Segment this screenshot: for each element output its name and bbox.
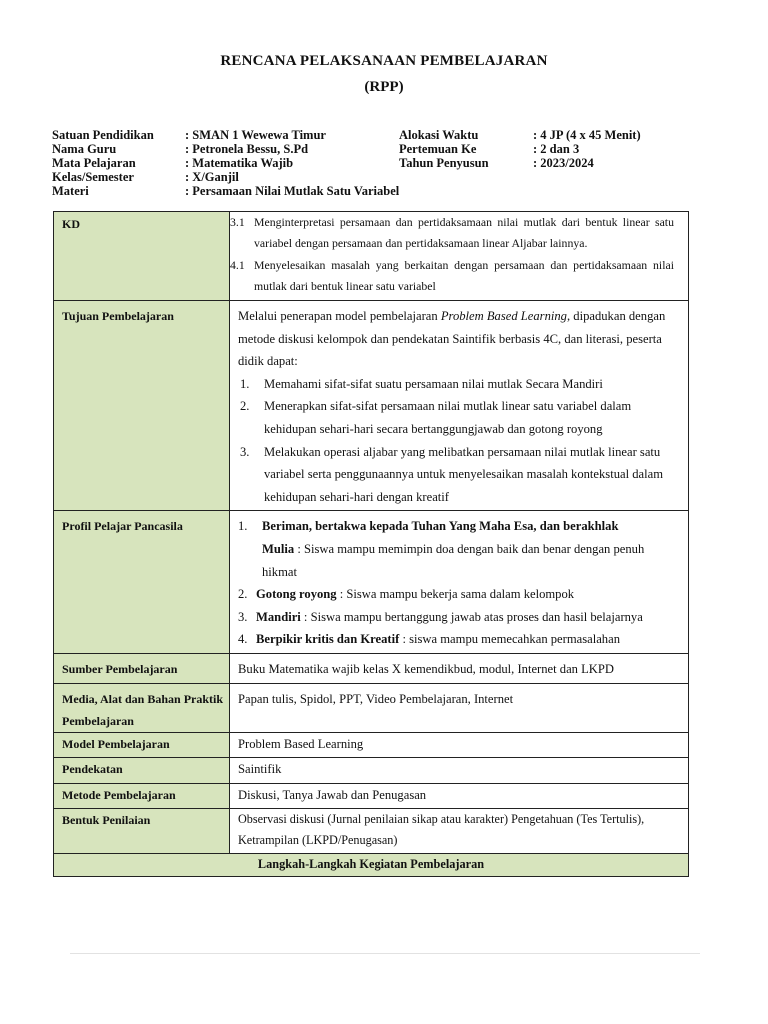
row-model bbox=[54, 732, 689, 758]
row-media bbox=[54, 683, 689, 732]
kd-item bbox=[230, 212, 674, 253]
kd-item-num: 4.1 bbox=[230, 258, 245, 272]
label-kd: KD bbox=[54, 212, 230, 301]
meta-label-mapel: Mata Pelajaran bbox=[52, 156, 136, 170]
tujuan-item bbox=[240, 395, 674, 440]
row-kd bbox=[54, 212, 689, 301]
document-subtitle: (RPP) bbox=[364, 79, 404, 95]
tujuan-item bbox=[240, 373, 674, 396]
meta-label-kelas: Kelas/Semester bbox=[52, 170, 134, 184]
document-title: RENCANA PELAKSANAAN PEMBELAJARAN bbox=[220, 53, 548, 69]
meta-label-satuan: Satuan Pendidikan bbox=[52, 128, 154, 142]
row-penilaian bbox=[54, 809, 689, 854]
tujuan-item bbox=[240, 441, 674, 509]
row-pendekatan bbox=[54, 758, 689, 784]
meta-value-alokasi: : 4 JP (4 x 45 Menit) bbox=[533, 128, 641, 142]
meta-value-materi: : Persamaan Nilai Mutlak Satu Variabel bbox=[185, 184, 400, 198]
kd-item-num: 3.1 bbox=[230, 215, 245, 229]
tujuan-intro-b: , dipadukan dengan metode diskusi kelompok dan pendekatan Saintifik berbasis 4C, dan literasi, peserta didik dapat: bbox=[238, 309, 666, 369]
value-model: Problem Based Learning bbox=[230, 732, 689, 758]
row-sumber bbox=[54, 653, 689, 683]
value-tujuan bbox=[230, 301, 689, 511]
tujuan-item-num: 2. bbox=[240, 399, 250, 414]
profil-item bbox=[238, 515, 646, 583]
label-metode: Metode Pembelajaran bbox=[54, 783, 230, 809]
kd-item-text: Menyelesaikan masalah yang berkaitan dengan persamaan dan pertidaksamaan nilai mutlak dari bentuk linear satu variabel bbox=[254, 258, 674, 293]
row-metode bbox=[54, 783, 689, 809]
profil-item-text: : Siswa mampu bekerja sama dalam kelompok bbox=[336, 587, 575, 602]
profil-item-text: : Siswa mampu bertanggung jawab atas proses dan hasil belajarnya bbox=[300, 609, 643, 624]
profil-item-text: : Siswa mampu memimpin doa dengan baik dan benar dengan penuh hikmat bbox=[262, 541, 645, 579]
meta-label-guru: Nama Guru bbox=[52, 142, 117, 156]
row-footer bbox=[54, 854, 689, 877]
row-tujuan bbox=[54, 301, 689, 511]
meta-value-tahun: : 2023/2024 bbox=[533, 156, 594, 170]
meta-value-mapel: : Matematika Wajib bbox=[185, 156, 294, 170]
label-tujuan: Tujuan Pembelajaran bbox=[54, 301, 230, 511]
rpp-table bbox=[53, 211, 689, 877]
profil-item-num: 1. bbox=[238, 519, 248, 534]
meta-value-kelas: : X/Ganjil bbox=[185, 170, 239, 184]
profil-item bbox=[238, 606, 646, 629]
profil-item bbox=[238, 628, 646, 651]
divider bbox=[70, 953, 700, 954]
meta-label-tahun: Tahun Penyusun bbox=[399, 156, 489, 170]
meta-value-pertemuan: : 2 dan 3 bbox=[533, 142, 580, 156]
tujuan-item-text: Melakukan operasi aljabar yang melibatkan persamaan nilai mutlak linear satu variabel serta penggunaannya untuk menyelesaikan masalah kontekstual dalam kehidupan sehari-hari dengan kreatif bbox=[264, 444, 664, 504]
label-profil: Profil Pelajar Pancasila bbox=[54, 511, 230, 654]
tujuan-item-num: 3. bbox=[240, 444, 250, 459]
tujuan-item-text: Menerapkan sifat-sifat persamaan nilai mutlak linear satu variabel dalam kehidupan sehari-hari secara bertanggungjawab dan gotong royong bbox=[264, 399, 632, 436]
meta-label-materi: Materi bbox=[52, 184, 89, 198]
label-pendekatan: Pendekatan bbox=[54, 758, 230, 784]
tujuan-item-num: 1. bbox=[240, 376, 250, 391]
row-profil bbox=[54, 511, 689, 654]
meta-label-alokasi: Alokasi Waktu bbox=[399, 128, 479, 142]
langkah-header: Langkah-Langkah Kegiatan Pembelajaran bbox=[54, 854, 689, 877]
meta-value-satuan: : SMAN 1 Wewewa Timur bbox=[185, 128, 326, 142]
tujuan-intro-a: Melalui penerapan model pembelajaran bbox=[238, 309, 441, 323]
tujuan-intro bbox=[238, 305, 674, 373]
label-penilaian: Bentuk Penilaian bbox=[54, 809, 230, 854]
tujuan-item-text: Memahami sifat-sifat suatu persamaan nilai mutlak Secara Mandiri bbox=[264, 376, 603, 391]
kd-item bbox=[230, 255, 674, 296]
profil-item-text: : siswa mampu memecahkan permasalahan bbox=[399, 632, 620, 647]
profil-item-num: 4. bbox=[238, 632, 248, 647]
value-penilaian: Observasi diskusi (Jurnal penilaian sikap atau karakter) Pengetahuan (Tes Tertulis), Ketrampilan (LKPD/Penugasan) bbox=[230, 809, 689, 854]
label-model: Model Pembelajaran bbox=[54, 732, 230, 758]
kd-item-text: Menginterpretasi persamaan dan pertidaksamaan nilai mutlak dari bentuk linear satu variabel dengan persamaan dan pertidaksamaan linear Aljabar lainnya. bbox=[254, 215, 674, 250]
value-sumber: Buku Matematika wajib kelas X kemendikbud, modul, Internet dan LKPD bbox=[230, 653, 689, 683]
profil-item-title: Gotong royong bbox=[256, 587, 337, 602]
value-kd bbox=[230, 212, 689, 301]
profil-item-num: 3. bbox=[238, 609, 248, 624]
profil-item-title: Beriman, bertakwa kepada Tuhan Yang Maha Esa, dan berakhlak Mulia bbox=[262, 519, 619, 556]
label-media: Media, Alat dan Bahan Praktik Pembelajaran bbox=[54, 683, 230, 732]
value-pendekatan: Saintifik bbox=[230, 758, 689, 784]
value-profil bbox=[230, 511, 689, 654]
profil-item-title: Mandiri bbox=[256, 609, 301, 624]
label-sumber: Sumber Pembelajaran bbox=[54, 653, 230, 683]
value-media: Papan tulis, Spidol, PPT, Video Pembelajaran, Internet bbox=[230, 683, 689, 732]
profil-item-title: Berpikir kritis dan Kreatif bbox=[256, 632, 400, 647]
value-metode: Diskusi, Tanya Jawab dan Penugasan bbox=[230, 783, 689, 809]
tujuan-intro-model: Problem Based Learning bbox=[440, 309, 567, 323]
meta-value-guru: : Petronela Bessu, S.Pd bbox=[185, 142, 309, 156]
profil-item-num: 2. bbox=[238, 587, 248, 602]
profil-item bbox=[238, 583, 646, 606]
meta-label-pertemuan: Pertemuan Ke bbox=[399, 142, 477, 156]
